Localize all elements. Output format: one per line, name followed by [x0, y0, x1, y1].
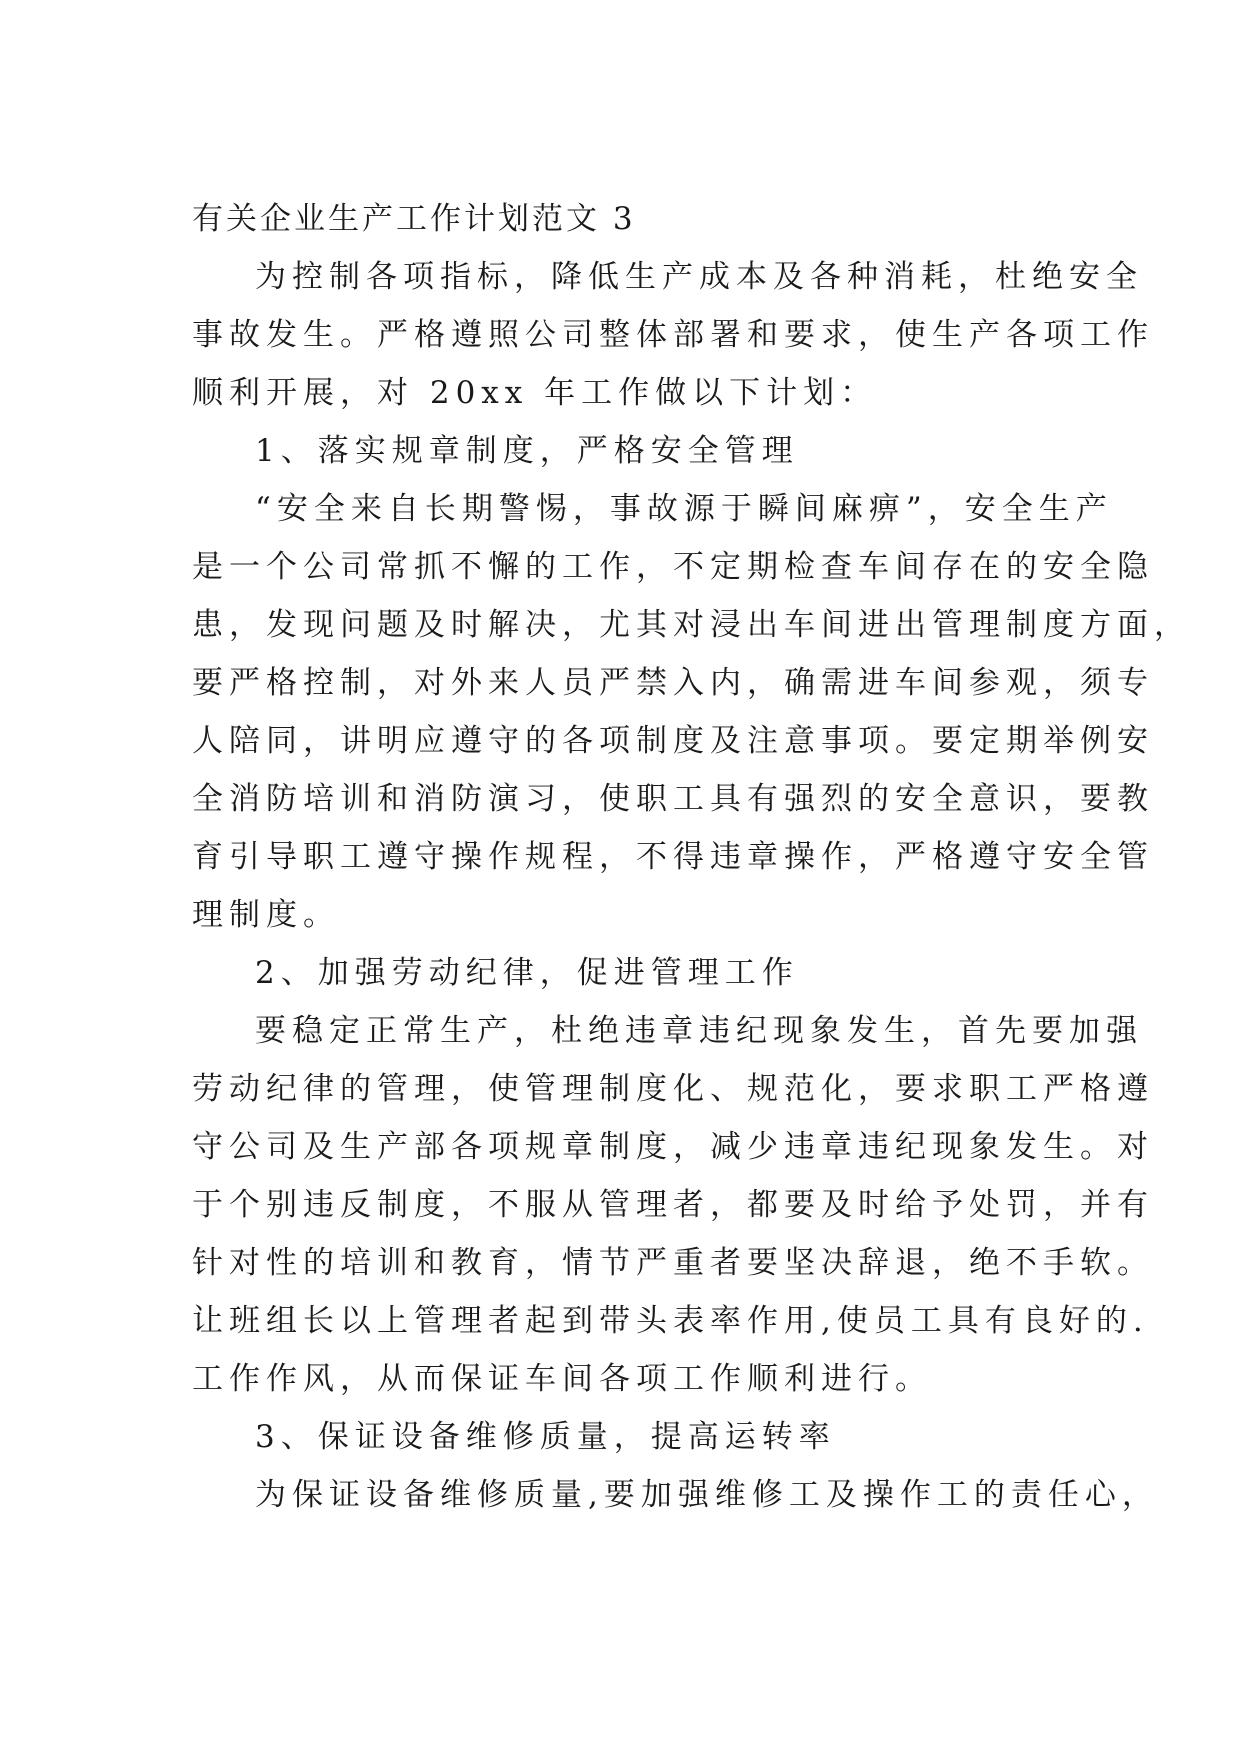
paragraph-line: 全消防培训和消防演习，使职工具有强烈的安全意识，要教: [192, 781, 1154, 817]
paragraph-line: 让班组长以上管理者起到带头表率作用,使员工具有良好的.: [192, 1303, 1149, 1339]
paragraph-line: 是一个公司常抓不懈的工作，不定期检查车间存在的安全隐: [192, 549, 1154, 585]
paragraph-line: 守公司及生产部各项规章制度，减少违章违纪现象发生。对: [192, 1129, 1154, 1165]
paragraph-line: 工作作风，从而保证车间各项工作顺利进行。: [192, 1361, 932, 1397]
paragraph-line: 事故发生。严格遵照公司整体部署和要求，使生产各项工作: [192, 317, 1154, 353]
document-title: 有关企业生产工作计划范文 3: [192, 201, 636, 237]
paragraph-line: “安全来自长期警惕，事故源于瞬间麻痹”，安全生产: [255, 491, 1113, 527]
document-body: [192, 190, 1191, 1524]
paragraph-line: 患，发现问题及时解决，尤其对浸出车间进出管理制度方面，: [192, 607, 1191, 643]
paragraph-line: 理制度。: [192, 897, 340, 933]
paragraph-line: 要严格控制，对外来人员严禁入内，确需进车间参观，须专: [192, 665, 1154, 701]
paragraph-line: 针对性的培训和教育，情节严重者要坚决辞退，绝不手软。: [192, 1245, 1154, 1281]
paragraph-line: 于个别违反制度，不服从管理者，都要及时给予处罚，并有: [192, 1187, 1154, 1223]
paragraph-line: 顺利开展，对 20xx 年工作做以下计划：: [192, 375, 878, 411]
paragraph-line: 人陪同，讲明应遵守的各项制度及注意事项。要定期举例安: [192, 723, 1154, 759]
paragraph-line: 劳动纪律的管理，使管理制度化、规范化，要求职工严格遵: [192, 1071, 1154, 1107]
paragraph-line: 要稳定正常生产，杜绝违章违纪现象发生，首先要加强: [255, 1013, 1143, 1049]
paragraph-line: 为控制各项指标，降低生产成本及各种消耗，杜绝安全: [255, 259, 1143, 295]
paragraph-line: 育引导职工遵守操作规程，不得违章操作，严格遵守安全管: [192, 839, 1154, 875]
section-heading-1: 1、落实规章制度，严格安全管理: [255, 433, 799, 469]
paragraph-line: 为保证设备维修质量,要加强维修工及操作工的责任心，: [255, 1477, 1159, 1513]
section-heading-3: 3、保证设备维修质量，提高运转率: [255, 1419, 836, 1455]
section-heading-2: 2、加强劳动纪律，促进管理工作: [255, 955, 799, 991]
